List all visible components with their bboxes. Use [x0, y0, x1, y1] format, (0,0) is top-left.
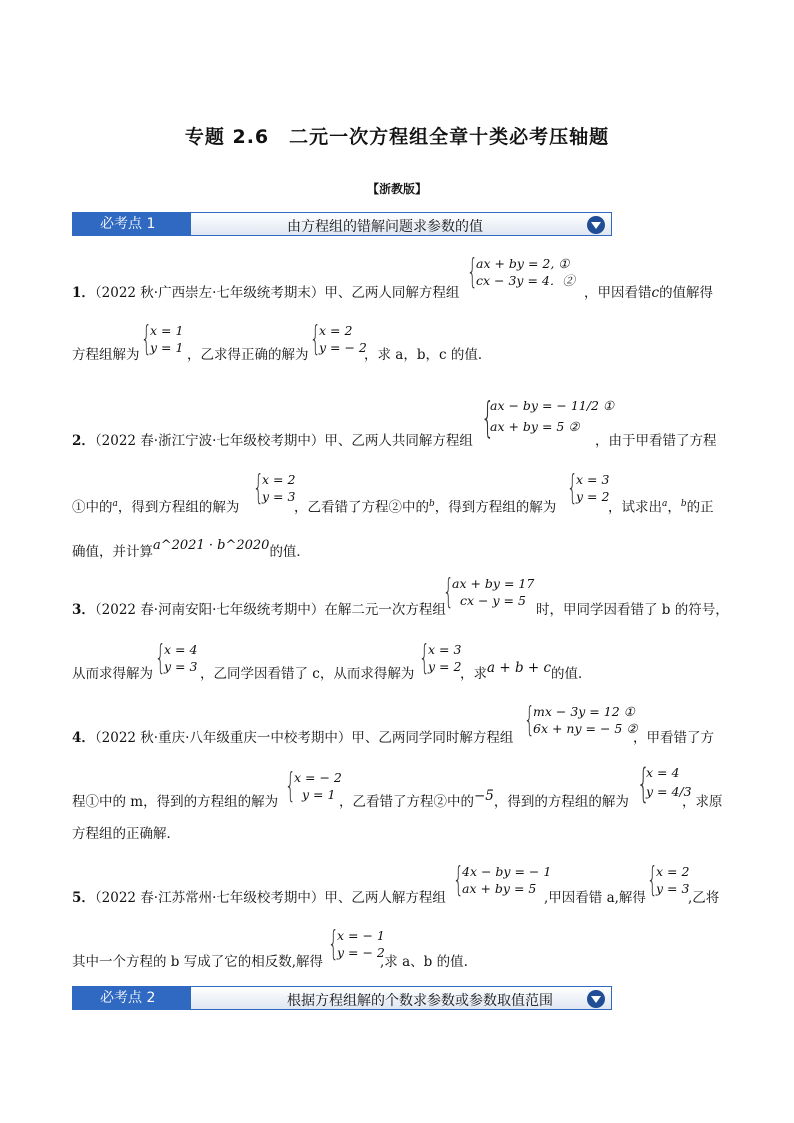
section-bar: [190, 986, 612, 1010]
problem-4-line-1: 4．（2022 秋·重庆·八年级重庆一中校考期中）甲、乙两同学同时解方程组: [72, 730, 514, 746]
problem-2-line-2c: ，试求出$^a$，$^b$的正: [608, 499, 714, 516]
problem-1-line-1: 1．（2022 秋·广西崇左·七年级统考期末）甲、乙两人同解方程组: [72, 285, 460, 301]
problem-5-line-1-mid: ,甲因看错 a,解得: [544, 890, 646, 906]
problem-4-line-2c: ，求原: [682, 794, 723, 810]
section-label: 根据方程组解的个数求参数或参数取值范围: [287, 993, 553, 1009]
problem-3-line-1-end: 时，甲同学因看错了 b 的符号，: [536, 602, 729, 618]
section-banner-1: [72, 212, 612, 236]
problem-1-line-1-end: ，甲因看错c的值解得: [584, 285, 714, 301]
problem-5-line-1-end: ,乙将: [688, 890, 720, 906]
problem-3-line-2b: ，乙同学因看错了 c，从而求得解为: [200, 666, 415, 682]
problem-5-line-1: 5．（2022 春·江苏常州·七年级校考期中）甲、乙两人解方程组: [72, 890, 446, 906]
problem-2-line-2b: ，乙看错了方程②中的$^b$，得到方程组的解为: [294, 499, 557, 516]
edition-label: 【浙教版】: [366, 182, 427, 196]
section-tag: 必考点 1: [72, 212, 190, 236]
problem-1-line-2b: ，乙求得正确的解为: [187, 347, 309, 363]
problem-4-line-2b: ，乙看错了方程②中的−5，得到的方程组的解为: [339, 788, 629, 810]
problem-1-line-2a: 方程组解为: [72, 347, 140, 363]
page-title: 专题 2.6 二元一次方程组全章十类必考压轴题: [184, 126, 610, 148]
problem-4-line-3: 方程组的正确解．: [72, 826, 180, 842]
problem-1-line-2c: ，求 a，b，c 的值．: [364, 347, 492, 363]
section-bar: [190, 212, 612, 236]
problem-4-line-1-end: ，甲看错了方: [633, 730, 714, 746]
section-banner-2: [72, 986, 612, 1010]
chevron-down-icon[interactable]: [587, 990, 605, 1008]
problem-4-line-2a: 程①中的 m，得到的方程组的解为: [72, 794, 279, 810]
problem-2-line-2a: ①中的$^a$，得到方程组的解为: [72, 499, 240, 516]
problem-2-line-3: 确值，并计算a^2021 · b^2020的值．: [72, 538, 310, 560]
problem-5-line-2b: ,求 a、b 的值.: [380, 954, 468, 970]
problem-2-line-1: 2．（2022 春·浙江宁波·七年级校考期中）甲、乙两人共同解方程组: [72, 433, 473, 449]
section-tag: 必考点 2: [72, 986, 190, 1010]
problem-3-line-1: 3．（2022 春·河南安阳·七年级统考期中）在解二元一次方程组: [72, 602, 446, 618]
problem-2-line-1-end: ，由于甲看错了方程: [595, 433, 717, 449]
problem-3-line-2c: ，求a + b + c的值．: [460, 660, 592, 682]
section-label: 由方程组的错解问题求参数的值: [287, 219, 483, 235]
problem-5-line-2a: 其中一个方程的 b 写成了它的相反数,解得: [72, 954, 324, 970]
chevron-down-icon[interactable]: [587, 216, 605, 234]
problem-3-line-2a: 从而求得解为: [72, 666, 153, 682]
